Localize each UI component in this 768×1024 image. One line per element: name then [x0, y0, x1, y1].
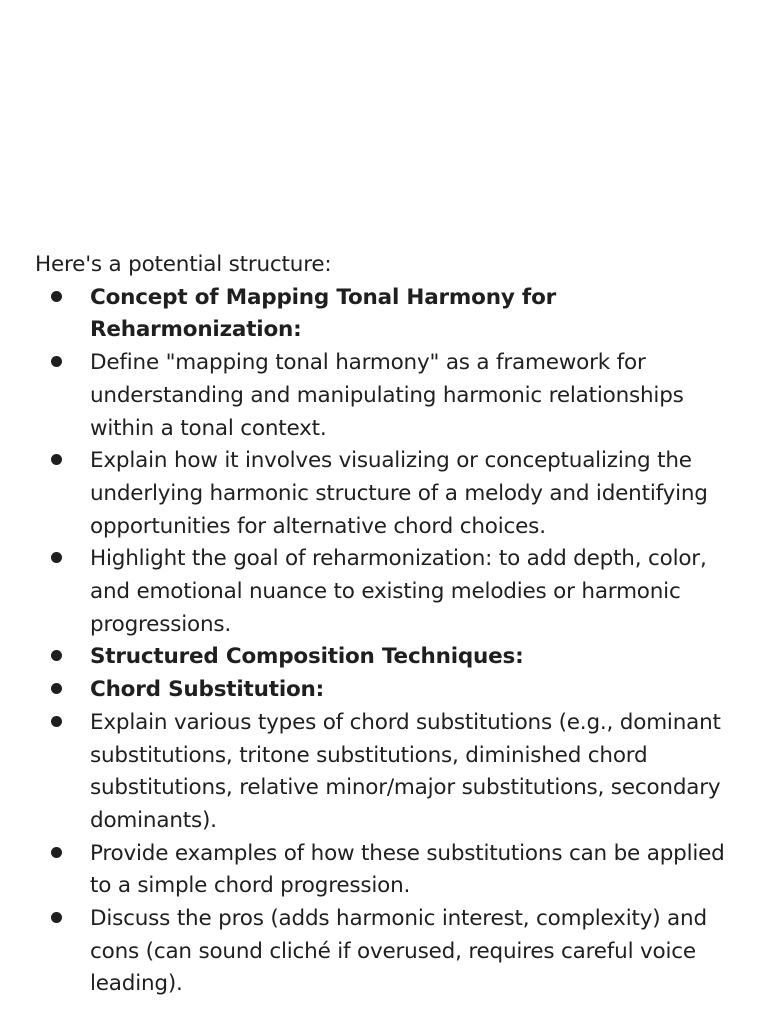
list-item	[35, 282, 735, 347]
list-item	[35, 838, 735, 903]
bullet-icon	[49, 543, 63, 576]
bullet-icon	[49, 347, 63, 380]
bullet-icon	[49, 674, 63, 707]
list-item-text: Discuss the pros (adds harmonic interest, complexity) and cons (can sound cliché if overused, requires careful voice leading).	[90, 906, 707, 997]
list-item-text: Highlight the goal of reharmonization: to add depth, color, and emotional nuance to existing melodies or harmonic progressions.	[90, 546, 707, 637]
list-item	[35, 641, 735, 674]
bullet-icon	[49, 445, 63, 478]
list-item-text: Chord Substitution:	[90, 677, 325, 703]
list-item	[35, 903, 735, 1001]
bullet-icon	[49, 641, 63, 674]
list-item	[35, 347, 735, 445]
list-item	[35, 445, 735, 543]
list-item-text: Provide examples of how these substitutions can be applied to a simple chord progression.	[90, 840, 725, 899]
bullet-icon	[49, 838, 63, 871]
intro-text: Here's a potential structure:	[35, 252, 332, 277]
bullet-icon	[49, 903, 63, 936]
list-item	[35, 674, 735, 707]
list-item-text: Concept of Mapping Tonal Harmony for Reharmonization:	[90, 284, 557, 343]
list-item	[35, 543, 735, 641]
document-body	[35, 249, 735, 1001]
list-item	[35, 707, 735, 838]
bullet-icon	[49, 282, 63, 315]
bullet-list	[35, 282, 735, 1001]
bullet-icon	[49, 707, 63, 740]
list-item-text: Structured Composition Techniques:	[90, 644, 524, 670]
list-item-text: Explain how it involves visualizing or conceptualizing the underlying harmonic structure of a melody and identifying opportunities for alternative chord choices.	[90, 448, 708, 539]
list-item-text: Explain various types of chord substitutions (e.g., dominant substitutions, tritone substitutions, diminished chord substitutions, relative minor/major substitutions, secondary dominants).	[90, 709, 721, 833]
list-item-text: Define "mapping tonal harmony" as a framework for understanding and manipulating harmonic relationships within a tonal context.	[90, 350, 684, 441]
